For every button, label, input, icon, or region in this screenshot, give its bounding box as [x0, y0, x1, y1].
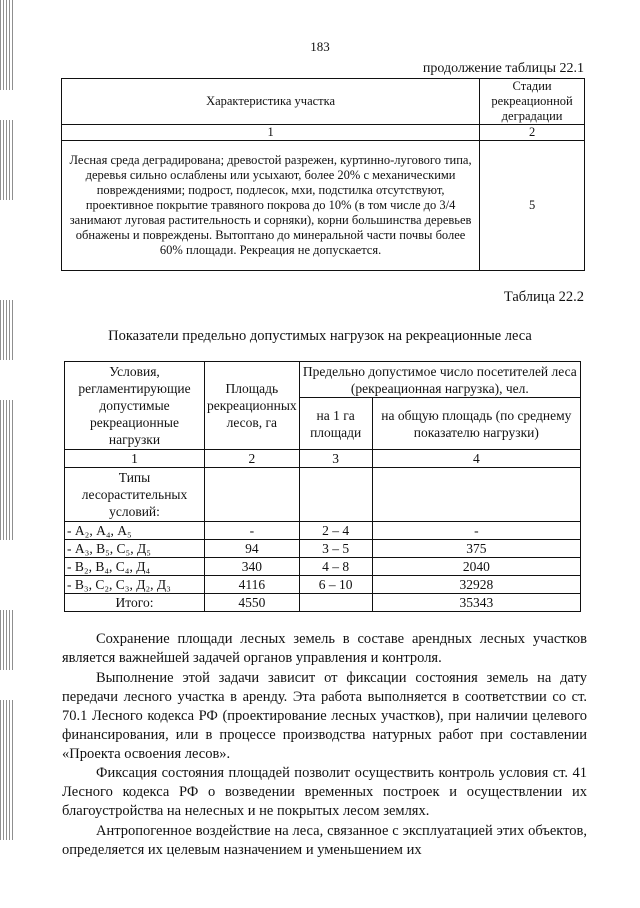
scan-artifact [0, 400, 14, 540]
table-22-1-continued [61, 78, 585, 271]
table2-colnum: 3 [299, 450, 372, 468]
table1-row-stage: 5 [480, 141, 585, 271]
table-row: - А₃, В₅, С₅, Д₅ 94 3 – 5 375 [65, 540, 581, 558]
table2-header-area: Площадь рекреационных лесов, га [205, 362, 300, 450]
paragraph: Антропогенное воздействие на леса, связанное с эксплуатацией этих объектов, определяется их целевым назначением и уменьшением их [62, 823, 587, 858]
scan-artifact [0, 700, 14, 840]
table2-colnum: 4 [372, 450, 580, 468]
table-row: - В₃, С₂, С₃, Д₂, Д₃ 4116 6 – 10 32928 [65, 576, 581, 594]
table2-types-label: Типы лесорастительных условий: [65, 468, 205, 522]
table2-header-visitors: Предельно допустимое число посетителей леса (рекреационная нагрузка), чел. [299, 362, 580, 398]
table2-header-conditions: Условия, регламентирующие допустимые рекреационные нагрузки [65, 362, 205, 450]
page-number: 183 [310, 39, 330, 54]
table2-header-per-ha: на 1 га площади [299, 398, 372, 450]
table1-colnum-2: 2 [480, 125, 585, 141]
table1-row-description: Лесная среда деградирована; древостой разрежен, куртинно-лугового типа, деревья сильно ослаблены или усыхают, более 20% с механическими повреждениями; подрост, подлесок, мхи, подстилка отсутствуют, проективное покрытие травяного покрова до 10% (в том числе до 3/4 занимают луговая растительность и сорняки), корни большинства деревьев обнажены и повреждены. Вытоптано до минеральной части почвы более 60% площади. Рекреация не допускается. [62, 141, 480, 271]
paragraph: Сохранение площади лесных земель в составе арендных лесных участков является важнейшей задачей органов управления и контроля. [62, 631, 587, 666]
scan-artifact [0, 120, 14, 200]
table2-title: Показатели предельно допустимых нагрузок на рекреационные леса [108, 328, 532, 344]
continuation-caption: продолжение таблицы 22.1 [422, 61, 584, 76]
paragraph: Фиксация состояния площадей позволит осуществить контроль условия ст. 41 Лесного кодекса РФ о возведении временных построек и осуществлении их благоустройства на нелесных и не покрытых лесом землях. [62, 765, 587, 819]
table1-header-characteristic: Характеристика участка [62, 79, 480, 125]
scan-artifact [0, 610, 14, 670]
table-total-row: Итого: 4550 35343 [65, 594, 581, 612]
table-row: - А₂, А₄, А₅ - 2 – 4 - [65, 522, 581, 540]
table-row: - В₂, В₄, С₄, Д₄ 340 4 – 8 2040 [65, 558, 581, 576]
table1-colnum-1: 1 [62, 125, 480, 141]
table2-label: Таблица 22.2 [503, 289, 584, 305]
table1-header-stage: Стадии рекреационной деградации [480, 79, 585, 125]
table2-colnum: 2 [205, 450, 300, 468]
paragraph: Выполнение этой задачи зависит от фиксации состояния земель на дату передачи лесного участка в аренду. Эта работа выполняется в соответствии со ст. 70.1 Лесного кодекса РФ (проектирование лесных участков), при наличии целевого финансирования, или в процессе производства натурных работ при составлении «Проекта освоения лесов». [62, 670, 587, 762]
table-22-2 [64, 361, 581, 612]
table2-header-total: на общую площадь (по среднему показателю нагрузки) [372, 398, 580, 450]
table2-colnum: 1 [65, 450, 205, 468]
